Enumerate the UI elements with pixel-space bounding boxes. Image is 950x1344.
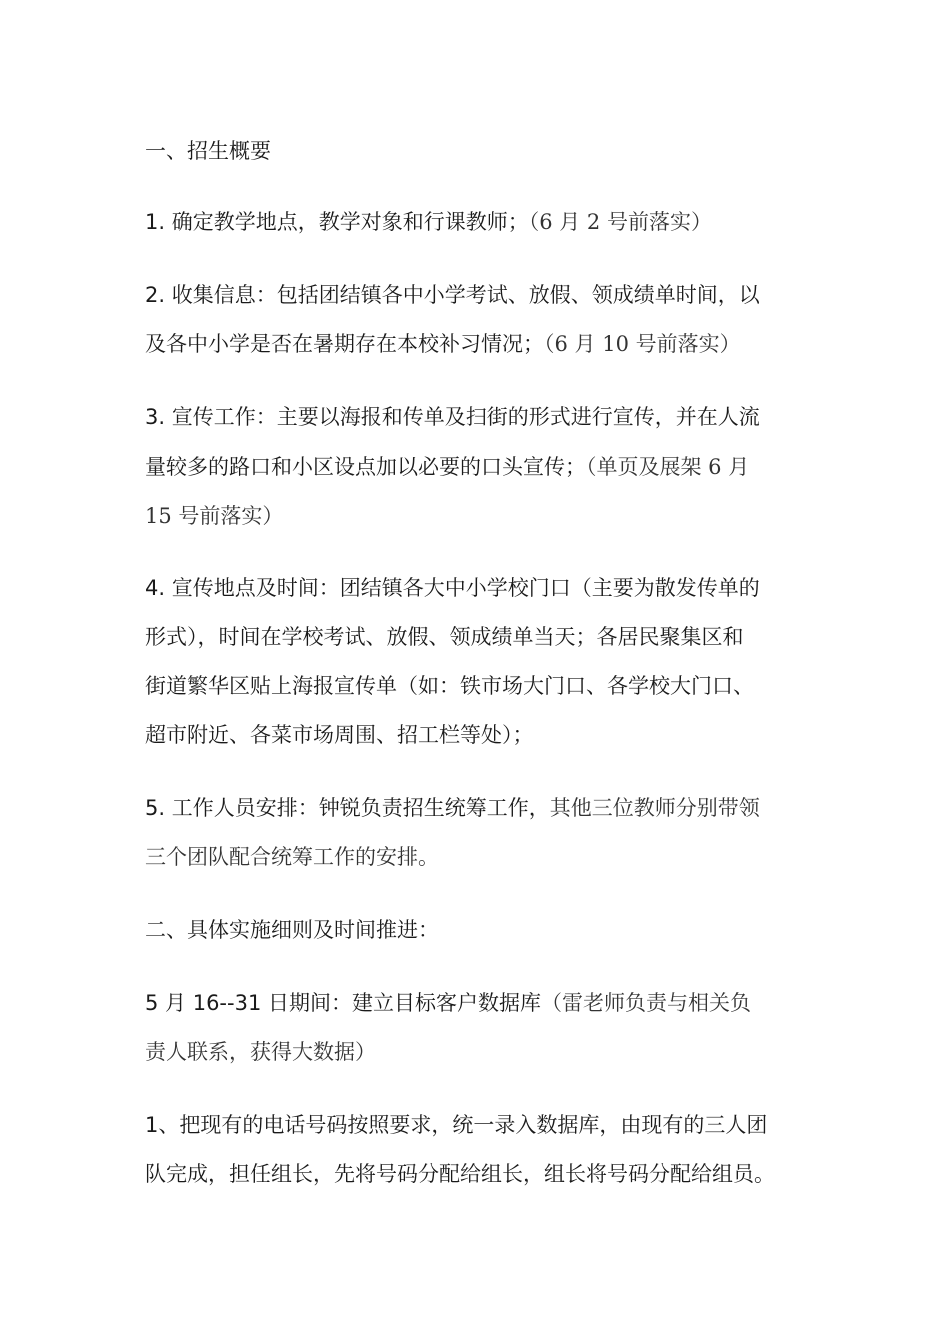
item1-deadline-note: （6 月 2 号前落实）	[528, 210, 712, 234]
item2-line2-text: 及各中小学是否在暑期存在本校补习情况；	[145, 332, 544, 356]
item2-deadline-note: （6 月 10 号前落实）	[544, 332, 741, 356]
section1-heading: 一、招生概要	[145, 139, 271, 163]
period-line1-serif: （雷老师负责与相关负	[540, 991, 751, 1015]
period-line1-text: 5 月 16--31 日期间：建立目标客户数据库	[145, 991, 541, 1015]
item2-line2	[145, 330, 741, 358]
item5-line1-serif: 其他三位教师分别带领	[549, 796, 760, 820]
period-line1	[145, 989, 751, 1017]
item5-line2: 三个团队配合统筹工作的安排。	[145, 845, 439, 869]
item1-line	[145, 208, 712, 236]
item3-line2	[145, 453, 749, 481]
period-line2: 责人联系，获得大数据）	[145, 1040, 376, 1064]
item4-line1: 4. 宣传地点及时间：团结镇各大中小学校门口（主要为散发传单的	[145, 576, 760, 600]
step1-line1: 1、把现有的电话号码按照要求，统一录入数据库，由现有的三人团	[145, 1113, 768, 1137]
item4-line4: 超市附近、各菜市场周围、招工栏等处）；	[145, 723, 534, 747]
item3-deadline-note: （单页及展架 6 月	[586, 455, 750, 479]
item4-line3: 街道繁华区贴上海报宣传单（如：铁市场大门口、各学校大门口、	[145, 674, 754, 698]
item2-line1: 2. 收集信息：包括团结镇各中小学考试、放假、领成绩单时间，以	[145, 283, 760, 307]
item1-text: 1. 确定教学地点，教学对象和行课教师；	[145, 210, 529, 234]
section2-heading: 二、具体实施细则及时间推进：	[145, 918, 439, 942]
item3-line3: 15 号前落实）	[145, 504, 284, 528]
item5-line1	[145, 794, 760, 822]
step1-line2: 队完成，担任组长，先将号码分配给组长，组长将号码分配给组员。	[145, 1162, 775, 1186]
item3-line2-text: 量较多的路口和小区设点加以必要的口头宣传；	[145, 455, 586, 479]
item3-line1: 3. 宣传工作：主要以海报和传单及扫街的形式进行宣传，并在人流	[145, 405, 760, 429]
item5-line1-text: 5. 工作人员安排：钟锐负责招生统筹工作，	[145, 796, 550, 820]
item4-line2: 形式），时间在学校考试、放假、领成绩单当天；各居民聚集区和	[145, 625, 744, 649]
